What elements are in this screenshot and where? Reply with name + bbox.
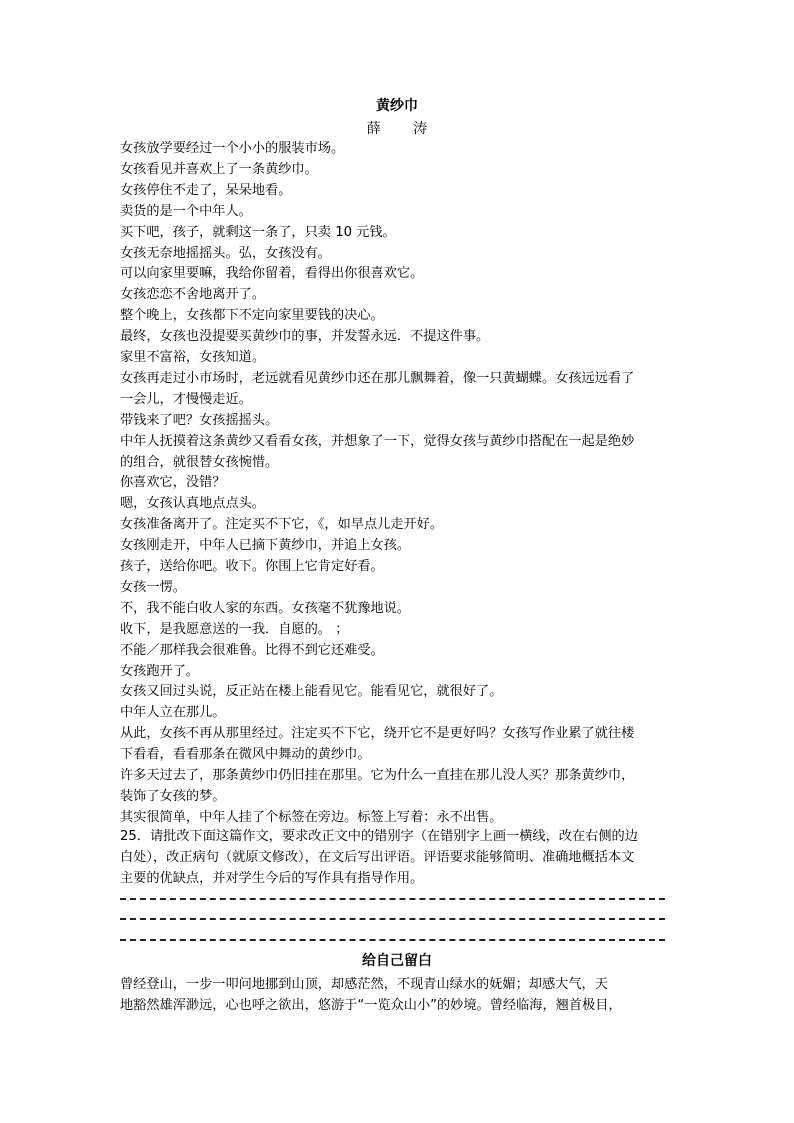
story-line: 卖货的是一个中年人。 — [120, 203, 252, 219]
story-author: 薛 涛 — [366, 121, 442, 137]
story-title: 黄纱巾 — [376, 98, 418, 114]
story-line: 最终，女孩也没提要买黄纱巾的事，并发誓永远．不提这件事。 — [120, 329, 490, 345]
story-line: 不能／那样我会很难鲁。比得不到它还难受。 — [120, 642, 384, 658]
question-line: 白处），改正病句（就原文修改），在文后写出评语。评语要求能够简明、准确地概括本文 — [120, 850, 635, 865]
story-line: 你喜欢它，没错？ — [120, 475, 226, 491]
story-line: 孩子，送给你吧。收下。你围上它肯定好看。 — [120, 559, 384, 574]
story-line: 女孩无奈地摇摇头。弘，女孩没有。 — [120, 245, 331, 261]
question-line: 25．请批改下面这篇作文，要求改正文中的错别字（在错别字上画一横线，改在右侧的边 — [120, 829, 638, 844]
story-line: 女孩又回过头说，反正站在楼上能看见它。能看见它，就很好了。 — [120, 684, 503, 700]
essay-line: 曾经登山，一步一叩问地挪到山顶，却感茫然，不现青山绿水的妩媚；却感大气，天 — [120, 977, 608, 992]
story-line: 可以向家里要嘛，我给你留着，看得出你很喜欢它。 — [120, 266, 424, 282]
answer-line — [120, 918, 665, 920]
story-line: 女孩跑开了。 — [120, 663, 200, 679]
story-line: 中年人立在那儿。 — [120, 705, 226, 721]
story-line: 不，我不能白收人家的东西。女孩毫不犹豫地说。 — [120, 600, 411, 616]
story-line: 从此，女孩不再从那里经过。注定买不下它，绕开它不是更好吗？女孩写作业累了就往楼 — [120, 726, 635, 742]
story-line: 的组合，就很替女孩惋惜。 — [120, 454, 279, 470]
essay-title: 给自己留白 — [362, 953, 432, 969]
story-line: 女孩刚走开，中年人已摘下黄纱巾，并追上女孩。 — [120, 538, 411, 554]
essay-line: 地豁然雄浑渺远，心也呼之欲出，悠游于“一览众山小”的妙境。曾经临海，翘首极目， — [120, 998, 622, 1013]
story-line: 收下，是我愿意送的一我．自愿的。 ； — [120, 621, 349, 637]
story-line: 女孩停住不走了，呆呆地看。 — [120, 182, 292, 198]
story-line: 其实很简单，中年人挂了个标签在旁边。标签上写着：永不出售。 — [120, 809, 503, 825]
answer-line — [120, 939, 665, 941]
story-line: 家里不富裕，女孩知道。 — [120, 350, 266, 365]
story-line: 整个晚上，女孩都下不定向家里要钱的决心。 — [120, 308, 384, 324]
story-line: 女孩放学要经过一个小小的服装市场。 — [120, 141, 345, 156]
story-line: 许多天过去了，那条黄纱巾仍旧挂在那里。它为什么一直挂在那儿没人买？那条黄纱巾， — [120, 768, 635, 783]
story-line: 带钱来了吧？女孩摇摇头。 — [120, 412, 279, 428]
story-line: 中年人抚摸着这条黄纱又看看女孩，并想象了一下，觉得女孩与黄纱巾搭配在一起是绝妙 — [120, 433, 635, 449]
story-line: 女孩一愣。 — [120, 579, 186, 595]
question-line: 主要的优缺点，并对学生今后的写作具有指导作用。 — [120, 871, 424, 886]
story-line: 女孩准备离开了。注定买不下它，《，如早点儿走开好。 — [120, 517, 444, 533]
story-line: 嗯，女孩认真地点点头。 — [120, 496, 266, 512]
story-line: 一会儿，才慢慢走近。 — [120, 391, 252, 407]
story-line: 女孩恋恋不舍地离开了。 — [120, 287, 266, 303]
answer-line — [120, 898, 665, 900]
story-line: 女孩看见并喜欢上了一条黄纱巾。 — [120, 161, 318, 177]
story-line: 装饰了女孩的梦。 — [120, 788, 226, 804]
story-line: 下看看，看看那条在微风中舞动的黄纱巾。 — [120, 747, 371, 763]
story-line: 买下吧，孩子，就剩这一条了，只卖 10 元钱。 — [120, 224, 396, 240]
story-line: 女孩再走过小市场时，老远就看见黄纱巾还在那儿飘舞着，像一只黄蝴蝶。女孩远远看了 — [120, 370, 635, 386]
